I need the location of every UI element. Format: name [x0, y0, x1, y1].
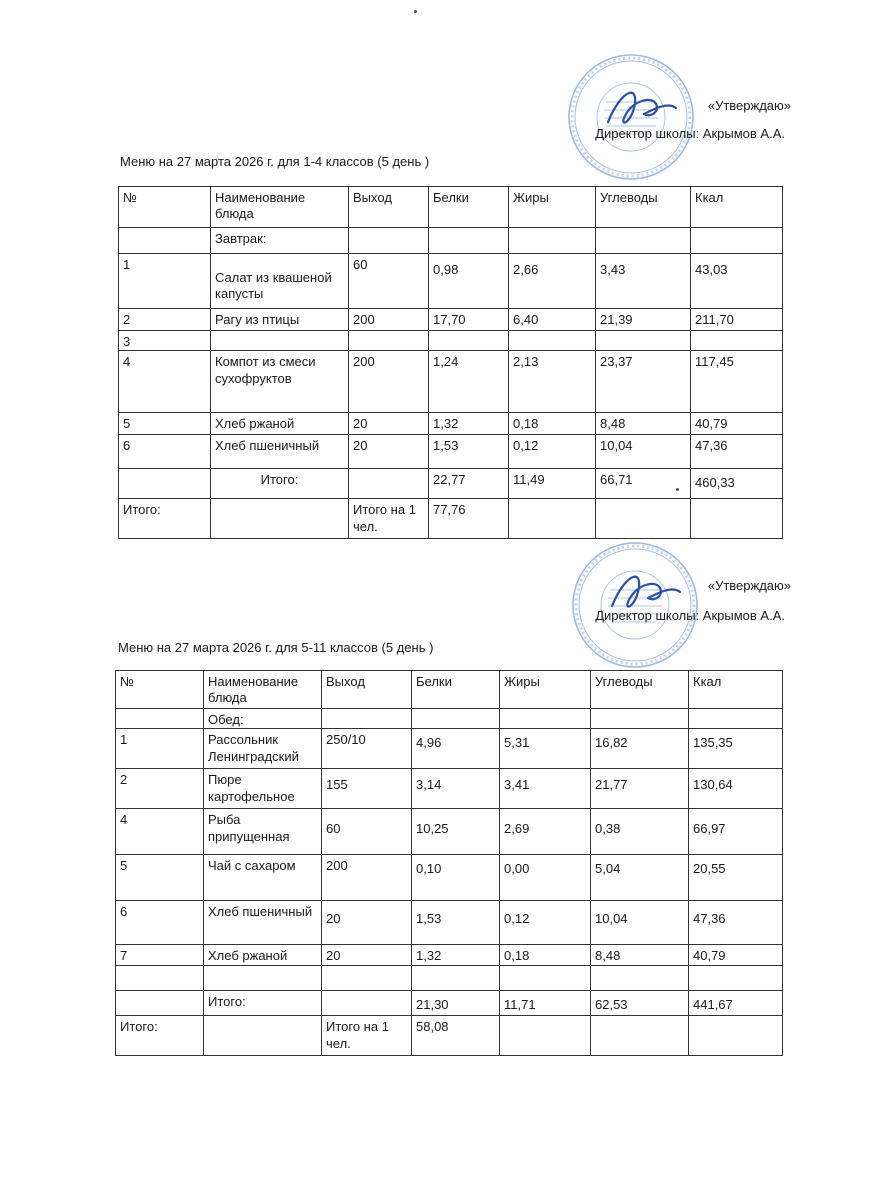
- total-label: Итого:: [211, 469, 349, 499]
- table-row: 2 Пюре картофельное 155 3,14 3,41 21,77 130,64: [116, 769, 783, 809]
- section-row: [116, 709, 783, 729]
- table-header-row: [116, 671, 783, 709]
- header-cell: Жиры: [509, 187, 596, 228]
- table-row: [116, 966, 783, 991]
- approve-label: «Утверждаю»: [707, 578, 791, 593]
- per-person-value: 77,76: [429, 499, 509, 539]
- table-row: 2 Рагу из птицы 200 17,70 6,40 21,39 211,70: [119, 309, 783, 331]
- table-row: 6 Хлеб пшеничный 20 1,53 0,12 10,04 47,36: [116, 901, 783, 945]
- total-label: Итого:: [204, 991, 322, 1016]
- per-person-text: Итого на 1 чел.: [349, 499, 429, 539]
- header-cell: Углеводы: [596, 187, 691, 228]
- per-person-value: 58,08: [412, 1016, 500, 1056]
- section-label: Обед:: [204, 709, 322, 729]
- table-row: 1 Рассольник Ленинградский 250/10 4,96 5,31 16,82 135,35: [116, 729, 783, 769]
- header-cell: Жиры: [500, 671, 591, 709]
- director-name: Директор школы: Акрымов А.А.: [595, 607, 785, 623]
- table-row: 5 Чай с сахаром 200 0,10 0,00 5,04 20,55: [116, 855, 783, 901]
- header-cell: №: [116, 671, 204, 709]
- table-header-row: [119, 187, 783, 228]
- table-row: 1 Салат из квашеной капусты 60 0,98 2,66 3,43 43,03: [119, 254, 783, 309]
- header-cell: Белки: [412, 671, 500, 709]
- section-row: [119, 228, 783, 254]
- section-label: Завтрак:: [211, 228, 349, 254]
- per-person-text: Итого на 1 чел.: [322, 1016, 412, 1056]
- table-row: 4 Компот из смеси сухофруктов 200 1,24 2,13 23,37 117,45: [119, 351, 783, 413]
- scan-speck: [676, 488, 679, 491]
- table-row: 4 Рыба припущенная 60 10,25 2,69 0,38 66,97: [116, 809, 783, 855]
- per-person-label: Итого:: [116, 1016, 204, 1056]
- approval-block-2: [525, 578, 791, 623]
- director-name: Директор школы: Акрымов А.А.: [595, 125, 785, 141]
- per-person-label: Итого:: [119, 499, 211, 539]
- header-cell: Выход: [322, 671, 412, 709]
- menu-title-2: Меню на 27 марта 2026 г. для 5-11 классов (5 день ): [118, 640, 434, 655]
- table-row: 7 Хлеб ржаной 20 1,32 0,18 8,48 40,79: [116, 945, 783, 966]
- total-row: Итого: 21,30 11,71 62,53 441,67: [116, 991, 783, 1016]
- approval-block-1: [525, 98, 791, 141]
- per-person-row: [116, 1016, 783, 1056]
- header-cell: Выход: [349, 187, 429, 228]
- header-cell: Углеводы: [591, 671, 689, 709]
- menu-table-2: [115, 670, 783, 1056]
- menu-table-1: [118, 186, 783, 539]
- total-row: Итого: 22,77 11,49 66,71 460,33: [119, 469, 783, 499]
- header-cell: Наименование блюда: [211, 187, 349, 228]
- per-person-row: [119, 499, 783, 539]
- header-cell: Наименование блюда: [204, 671, 322, 709]
- table-row: 5 Хлеб ржаной 20 1,32 0,18 8,48 40,79: [119, 413, 783, 435]
- table-row: 3: [119, 331, 783, 351]
- table-row: 6 Хлеб пшеничный 20 1,53 0,12 10,04 47,36: [119, 435, 783, 469]
- header-cell: Белки: [429, 187, 509, 228]
- header-cell: №: [119, 187, 211, 228]
- approve-label: «Утверждаю»: [707, 98, 791, 113]
- header-cell: Ккал: [691, 187, 783, 228]
- menu-title-1: Меню на 27 марта 2026 г. для 1-4 классов (5 день ): [120, 154, 430, 169]
- scan-speck: [414, 10, 417, 13]
- header-cell: Ккал: [689, 671, 783, 709]
